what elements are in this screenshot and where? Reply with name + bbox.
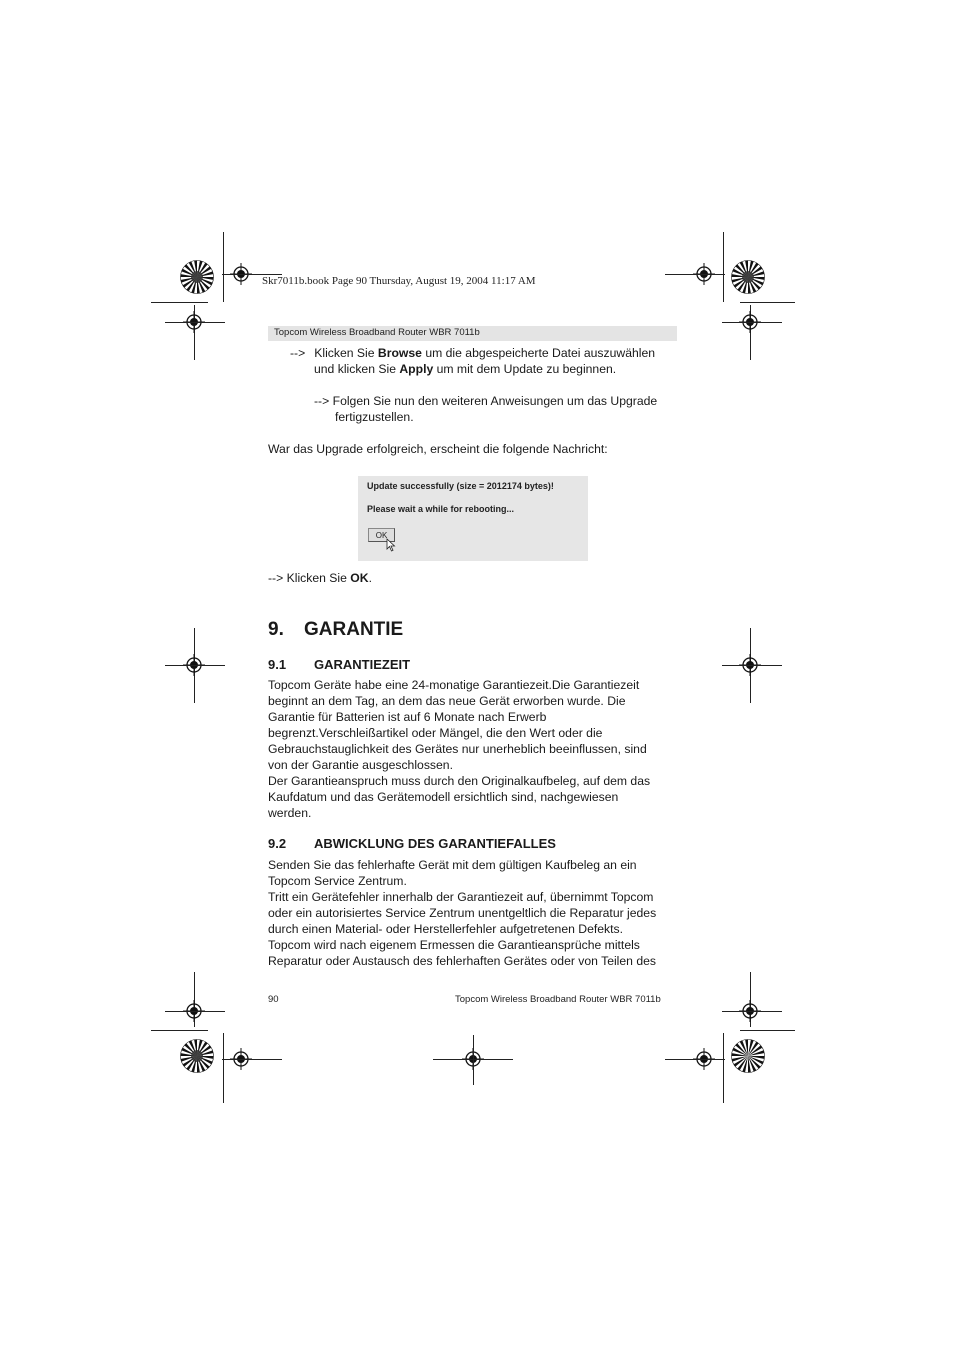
crop-mark <box>165 322 225 323</box>
text-line: Senden Sie das fehlerhafte Gerät mit dem gültigen Kaufbeleg an ein <box>268 858 637 872</box>
browse-label: Browse <box>377 346 422 360</box>
star-target-icon <box>180 1039 214 1073</box>
crop-mark <box>223 232 224 302</box>
update-success-dialog <box>358 476 588 561</box>
text-line: werden. <box>268 806 312 820</box>
crop-mark <box>473 1035 474 1085</box>
paragraph-garantiezeit <box>268 677 650 821</box>
crop-mark <box>723 1033 724 1103</box>
running-header <box>268 326 677 341</box>
crop-mark <box>722 1011 782 1012</box>
text-line: Topcom Geräte habe eine 24-monatige Garantiezeit.Die Garantiezeit <box>268 678 640 692</box>
crop-mark <box>665 1059 725 1060</box>
text-line: Gebrauchstauglichkeit des Gerätes nur unerheblich beeinflussen, sind <box>268 742 647 756</box>
section-heading: 9. GARANTIE <box>268 619 404 640</box>
mouse-cursor-icon <box>386 538 396 552</box>
text-line: Kaufdatum und das Gerätemodell ersichtlich sind, nachgewiesen <box>268 790 619 804</box>
text-line: Reparatur oder Austausch des fehlerhaften Gerätes oder von Teilen des <box>268 954 656 968</box>
text-line: Tritt ein Gerätefehler innerhalb der Garantiezeit auf, übernimmt Topcom <box>268 890 654 904</box>
step-2-line-1: --> Folgen Sie nun den weiteren Anweisungen um das Upgrade <box>314 394 658 408</box>
crop-mark <box>722 665 782 666</box>
paragraph-abwicklung <box>268 857 656 969</box>
text-line: Garantie für Batterien ist auf 6 Monate nach Erwerb <box>268 710 547 724</box>
ok-button[interactable]: OK <box>368 528 395 542</box>
crop-mark <box>740 302 795 303</box>
star-target-icon <box>731 260 765 294</box>
footer-product: Topcom Wireless Broadband Router WBR 7011b <box>455 994 661 1005</box>
subsection-heading: 9.1 GARANTIEZEIT <box>268 657 411 672</box>
crop-mark <box>223 1033 224 1103</box>
text-line: Topcom Service Zentrum. <box>268 874 407 888</box>
dialog-message-2: Please wait a while for rebooting... <box>367 504 515 514</box>
crop-mark <box>165 665 225 666</box>
text-line: oder ein autorisiertes Service Zentrum unentgeltlich die Reparatur jedes <box>268 906 657 920</box>
text-line: Topcom wird nach eigenem Ermessen die Garantieansprüche mittels <box>268 938 640 952</box>
crop-mark <box>665 274 725 275</box>
crop-mark <box>723 232 724 302</box>
running-header-text: Topcom Wireless Broadband Router WBR 7011b <box>274 327 480 338</box>
crop-mark <box>740 1030 795 1031</box>
print-slug: Skr7011b.book Page 90 Thursday, August 19, 2004 11:17 AM <box>262 275 536 287</box>
subsection-heading: 9.2 ABWICKLUNG DES GARANTIEFALLES <box>268 836 556 851</box>
text-line: durch einen Material- oder Herstellerfehler aufgetretenen Defekts. <box>268 922 623 936</box>
crop-mark <box>722 322 782 323</box>
step-2-line-2: fertigzustellen. <box>335 410 414 424</box>
step-1-line-1: --> Klicken Sie Browse um die abgespeicherte Datei auszuwählen <box>290 346 656 360</box>
text-line: begrenzt.Verschleißartikel oder Mängel, die den Wert oder die <box>268 726 603 740</box>
crop-mark <box>222 1059 282 1060</box>
apply-label: Apply <box>399 362 434 376</box>
dialog-message-1: Update successfully (size = 2012174 bytes)! <box>367 481 554 491</box>
crop-mark <box>151 1030 208 1031</box>
text-line: Der Garantieanspruch muss durch den Originalkaufbeleg, auf dem das <box>268 774 651 788</box>
crop-mark <box>165 1011 225 1012</box>
success-intro: War das Upgrade erfolgreich, erscheint die folgende Nachricht: <box>268 442 608 456</box>
text-line: von der Garantie ausgeschlossen. <box>268 758 453 772</box>
step-1-line-2: und klicken Sie Apply um mit dem Update zu beginnen. <box>314 362 617 376</box>
star-target-icon <box>731 1039 765 1073</box>
star-target-icon <box>180 260 214 294</box>
page-number: 90 <box>268 994 279 1005</box>
crop-mark <box>151 302 208 303</box>
click-ok-instruction: --> Klicken Sie OK. <box>268 571 372 585</box>
text-line: beginnt an dem Tag, an dem das neue Gerät erworben wurde. Die <box>268 694 626 708</box>
